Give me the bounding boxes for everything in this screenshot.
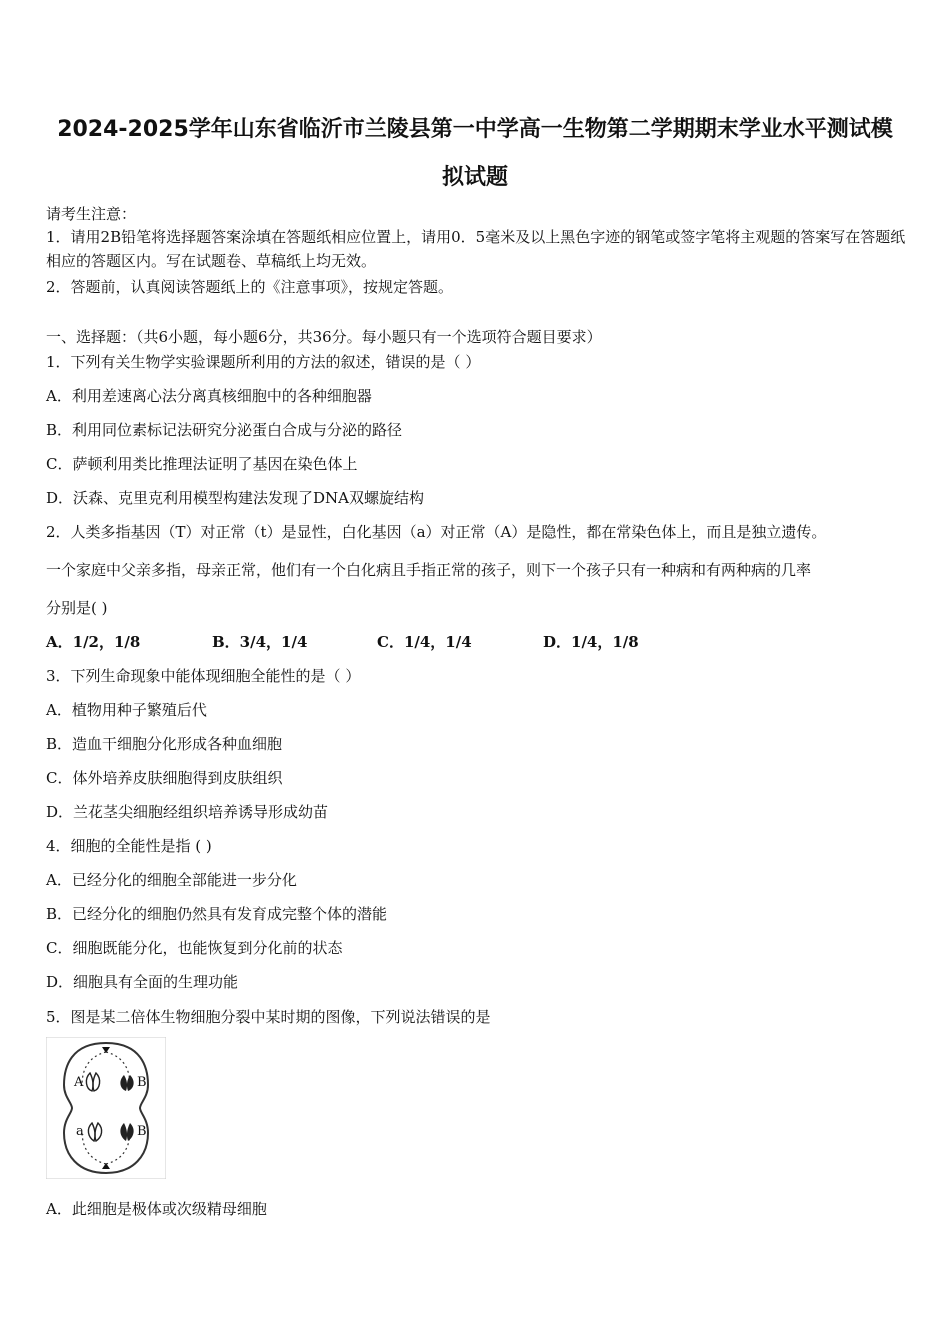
q2-option-b: B．3/4，1/4 [212,633,308,651]
q1-option-a: A．利用差速离心法分离真核细胞中的各种细胞器 [46,387,372,405]
exam-title-line1: 2024-2025学年山东省临沂市兰陵县第一中学高一生物第二学期期末学业水平测试模 [57,117,893,142]
q4-option-d: D．细胞具有全面的生理功能 [46,973,239,991]
q2-stem-line2: 一个家庭中父亲多指，母亲正常，他们有一个白化病且手指正常的孩子，则下一个孩子只有一种病和有两种病的几率 [46,561,812,579]
q4-option-c: C．细胞既能分化，也能恢复到分化前的状态 [46,939,343,957]
notice-heading: 请考生注意： [46,205,137,223]
figure-frame [46,1037,166,1179]
notice-item-1: 1．请用2B铅笔将选择题答案涂填在答题纸相应位置上，请用0．5毫米及以上黑色字迹的钢笔或签字笔将主观题的答案写在答题纸相应的答题区内。写在试题卷、草稿纸上均无效。 [46,228,906,270]
q3-option-b: B．造血干细胞分化形成各种血细胞 [46,735,283,753]
exam-title-line2: 拟试题 [441,165,508,190]
q1-stem: 1．下列有关生物学实验课题所利用的方法的叙述，错误的是（ ） [46,353,481,371]
q2-option-a: A．1/2，1/8 [46,633,141,651]
label-bottom-right: B [137,1124,147,1139]
q4-option-b: B．已经分化的细胞仍然具有发育成完整个体的潜能 [46,905,388,923]
q5-stem: 5．图是某二倍体生物细胞分裂中某时期的图像，下列说法错误的是 [46,1008,491,1026]
q5-option-a: A．此细胞是极体或次级精母细胞 [46,1200,267,1218]
section-heading: 一、选择题：（共6小题，每小题6分，共36分。每小题只有一个选项符合题目要求） [46,328,602,346]
label-top-left: A [74,1075,84,1090]
q2-stem-line3: 分别是( ) [46,599,108,617]
label-top-right: B [137,1075,147,1090]
q1-option-c: C．萨顿利用类比推理法证明了基因在染色体上 [46,455,358,473]
label-bottom-left: a [76,1124,84,1139]
q1-option-d: D．沃森、克里克利用模型构建法发现了DNA双螺旋结构 [46,489,425,507]
q3-option-c: C．体外培养皮肤细胞得到皮肤组织 [46,769,283,787]
q3-option-a: A．植物用种子繁殖后代 [46,701,207,719]
q2-stem-line1: 2．人类多指基因（T）对正常（t）是显性，白化基因（a）对正常（A）是隐性，都在常染色体上，而且是独立遗传。 [46,523,827,541]
q2-option-d: D．1/4，1/8 [543,633,639,651]
notice-item-2: 2．答题前，认真阅读答题纸上的《注意事项》，按规定答题。 [46,278,454,296]
q2-option-c: C．1/4，1/4 [377,633,472,651]
q4-stem: 4．细胞的全能性是指 ( ) [46,837,212,855]
q1-option-b: B．利用同位素标记法研究分泌蛋白合成与分泌的路径 [46,421,403,439]
q3-stem: 3．下列生命现象中能体现细胞全能性的是（ ） [46,667,361,685]
q3-option-d: D．兰花茎尖细胞经组织培养诱导形成幼苗 [46,803,329,821]
cell-division-figure [46,1037,166,1179]
q4-option-a: A．已经分化的细胞全部能进一步分化 [46,871,297,889]
